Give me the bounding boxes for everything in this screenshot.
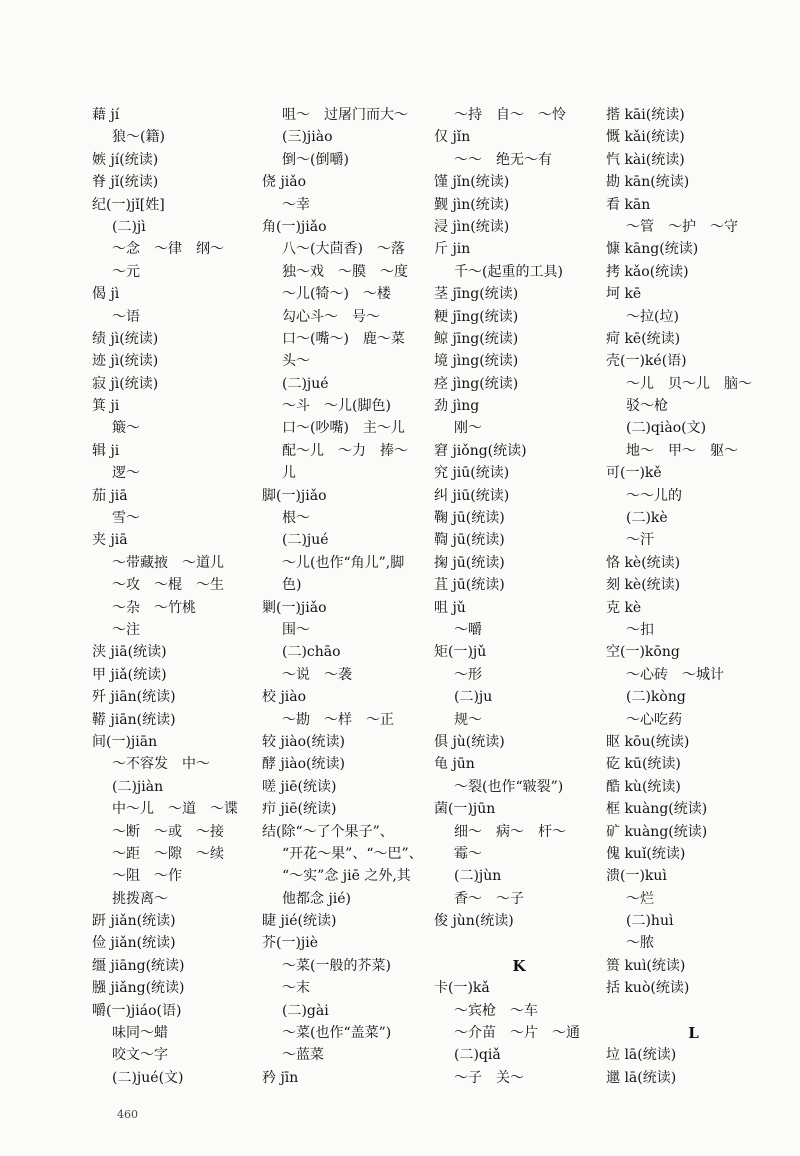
entry-headword: 卡(一)kǎ [434,980,490,997]
entry-headword: 龟 jūn [434,756,475,773]
entry-headword: 矜 jīn [262,1069,299,1086]
sub-entry-line: (三)jiào [282,129,333,146]
entry-headword: 掬 jū(统读) [434,554,505,571]
spacer [606,1000,781,1022]
entry-headword: 拷 kǎo(统读) [606,263,689,280]
entry-headword: 脊 jǐ(统读) [92,174,159,191]
entry-headword: 俭 jiǎn(统读) [92,935,176,952]
sub-entry-line: 中～儿 ～道 ～谍 [112,801,238,818]
sub-entry-line: 根～ [282,510,310,527]
entry-headword: 忾 kài(统读) [606,151,685,168]
entry-headword: 勘 kān(统读) [606,174,690,191]
sub-entry-line: 逻～ [112,465,140,482]
sub-entry-line: ～心砖 ～城计 [626,666,724,683]
entry-headword: 夹 jiā [92,532,128,549]
sub-entry-line: “开花～果”、“～巴”、 [282,845,423,862]
sub-entry-line: 狼～(籍) [112,129,165,146]
sub-entry-line: 雪～ [112,510,140,527]
sub-entry-line: ～扣 [626,621,654,638]
section-letter: K [512,956,526,975]
entry-headword: 苴 jū(统读) [434,577,505,594]
entry-headword: 斤 jin [434,241,471,258]
sub-entry-line: ～说 ～袭 [282,666,352,683]
sub-entry-line: 他都念 jié) [282,890,352,907]
entry-headword: 鞠 jū(统读) [434,510,505,527]
entry-headword: 溃(一)kuì [606,868,667,885]
entry-headword: 缰 jiāng(统读) [92,957,185,974]
entry-headword: 甲 jiǎ(统读) [92,666,167,683]
sub-entry-line: ～攻 ～棍 ～生 [112,577,224,594]
sub-entry-line: (二)jué [282,375,329,392]
entry-headword: 括 kuò(统读) [606,980,690,997]
sub-entry-line: (二)gài [282,1002,329,1019]
sub-entry-line: ～持 自～ ～怜 [454,107,566,123]
entry-headword: 绩 jì(统读) [92,330,159,347]
entry-headword: 角(一)jiǎo [262,218,327,235]
entry-headword: 寂 jì(统读) [92,375,159,392]
entry-headword: 篑 kuì(统读) [606,957,686,974]
sub-entry-line: (二)jùn [454,868,502,885]
entry-headword: 茄 jiā [92,487,128,504]
sub-entry-line: (二)qiào(文) [626,420,707,437]
sub-entry-line: “～实”念 jiē 之外,其 [282,868,411,885]
sub-entry-line: ～～ 绝无～有 [454,151,552,168]
sub-entry-line: 配～儿 ～力 捧～ [282,442,408,459]
sub-entry-line: ～不容发 中～ [112,756,210,773]
entry-headword: 馑 jǐn(统读) [434,174,510,191]
sub-entry-line: ～管 ～护 ～守 [626,218,738,235]
entry-headword: 芥(一)jiè [262,935,319,952]
entry-headword: 趼 jiǎn(统读) [92,913,176,930]
entry-headword: 傀 kuǐ(统读) [606,845,686,862]
entry-headword: 看 kān [606,196,651,213]
sub-entry-line: ～儿 贝～儿 脑～ [626,375,752,392]
sub-entry-line: 簸～ [112,420,140,437]
entry-headword: 空(一)kōng [606,644,680,661]
dictionary-column-4 [606,104,781,1089]
entry-headword: 菌(一)jūn [434,801,496,818]
entry-headword: 纠 jiū(统读) [434,487,510,504]
entry-headword: 嚼(一)jiáo(语) [92,1002,182,1019]
sub-entry-line: 口～(嘴～) 鹿～菜 [282,330,405,347]
sub-entry-line: ～注 [112,621,140,638]
entry-headword: 校 jiào [262,689,307,706]
page-number: 460 [117,1108,138,1121]
sub-entry-line: ～勘 ～样 ～正 [282,711,394,728]
sub-entry-line: ～宾枪 ～车 [454,1002,538,1019]
sub-entry-line: (二)chāo [282,644,341,661]
entry-headword: 痉 jìng(统读) [434,375,519,392]
sub-entry-line: ～心吃药 [626,711,682,728]
sub-entry-line: 刚～ [454,420,482,437]
sub-entry-line: 咬文～字 [112,1047,168,1064]
entry-headword: 藉 jí [92,107,120,123]
entry-headword: 纪(一)jǐ[姓] [92,196,165,213]
sub-entry-line: 驳～枪 [626,398,668,415]
sub-entry-line: 味同～蜡 [112,1025,168,1042]
entry-headword: 剿(一)jiǎo [262,599,327,616]
entry-headword: 结(除“～了个果子”、 [262,823,394,840]
entry-headword: 恪 kè(统读) [606,554,681,571]
sub-entry-line: ～菜(一般的芥菜) [282,957,391,974]
sub-entry-line: 色) [282,577,302,594]
entry-headword: 茎 jīng(统读) [434,286,519,303]
sub-entry-line: ～带藏掖 ～道儿 [112,554,224,571]
sub-entry-line: ～儿(也作“角儿”,脚 [282,554,405,571]
entry-headword: 侥 jiǎo [262,174,307,191]
entry-headword: 邋 lā(统读) [606,1069,677,1086]
sub-entry-line: (二)ju [454,689,493,706]
entry-headword: 睫 jié(统读) [262,913,337,930]
sub-entry-line: (二)jué [282,532,329,549]
dictionary-column-1 [92,104,257,1089]
entry-headword: 迹 jì(统读) [92,353,159,370]
sub-entry-line: 口～(吵嘴) 主～儿 [282,420,405,437]
entry-headword: 脚(一)jiǎo [262,487,327,504]
sub-entry-line: (二)kòng [626,689,686,706]
entry-headword: 嗟 jiē(统读) [262,778,337,795]
entry-headword: 窘 jiǒng(统读) [434,442,527,459]
entry-headword: 俱 jù(统读) [434,733,505,750]
entry-headword: 浸 jìn(统读) [434,218,510,235]
sub-entry-line: ～形 [454,666,482,683]
sub-entry-line: (二)jiàn [112,778,164,795]
sub-entry-line: ～嚼 [454,621,482,638]
entry-headword: 俊 jùn(统读) [434,913,514,930]
entry-headword: 可(一)kě [606,465,662,482]
sub-entry-line: ～介苗 ～片 ～通 [454,1025,580,1042]
sub-entry-line: ～～儿的 [626,487,682,504]
sub-entry-line: ～裂(也作“皲裂”) [454,778,564,795]
entry-headword: 觐 jìn(统读) [434,196,510,213]
sub-entry-line: (二)huì [626,913,674,930]
entry-headword: 框 kuàng(统读) [606,801,708,818]
sub-entry-line: 头～ [282,353,310,370]
entry-headword: 箕 ji [92,398,120,415]
sub-entry-line: 八～(大茴香) ～落 [282,241,405,258]
sub-entry-line: ～断 ～或 ～接 [112,823,224,840]
sub-entry-line: ～幸 [282,196,310,213]
sub-entry-line: ～烂 [626,890,654,907]
entry-headword: 粳 jīng(统读) [434,308,519,325]
entry-headword: 壳(一)ké(语) [606,353,687,370]
sub-entry-line: 咀～ 过屠门而大～ [282,107,408,123]
entry-headword: 矿 kuàng(统读) [606,823,708,840]
sub-entry-line: ～儿(犄～) ～楼 [282,286,391,303]
sub-entry-line: (二)qiǎ [454,1047,501,1064]
sub-entry-line: ～菜(也作“盖菜”) [282,1025,392,1042]
sub-entry-line: 霉～ [454,845,482,862]
sub-entry-line: (二)jué(文) [112,1069,184,1086]
sub-entry-line: ～念 ～律 纲～ [112,241,224,258]
entry-headword: 鞫 jū(统读) [434,532,505,549]
sub-entry-line: 挑拨离～ [112,890,168,907]
entry-headword: 鲸 jīng(统读) [434,330,519,347]
sub-entry-line: 倒～(倒嚼) [282,151,349,168]
sub-entry-line: 地～ 甲～ 躯～ [626,442,738,459]
entry-headword: 鞯 jiān(统读) [92,711,176,728]
entry-headword: 矻 kū(统读) [606,756,681,773]
entry-headword: 坷 kē [606,286,642,303]
sub-entry-line: ～拉(垃) [626,308,679,325]
entry-headword: 歼 jiān(统读) [92,689,176,706]
sub-entry-line: ～子 关～ [454,1069,524,1086]
sub-entry-line: 香～ ～子 [454,890,524,907]
entry-headword: 仅 jǐn [434,129,471,146]
entry-headword: 疴 kē(统读) [606,330,681,347]
entry-headword: 咀 jǔ [434,599,466,616]
sub-entry-line: ～末 [282,980,310,997]
sub-entry-line: ～杂 ～竹桃 [112,599,196,616]
sub-entry-line: ～元 [112,263,140,280]
sub-entry-line: ～距 ～隙 ～续 [112,845,224,862]
entry-headword: 较 jiào(统读) [262,733,345,750]
sub-entry-line: ～阻 ～作 [112,868,182,885]
sub-entry-line: 规～ [454,711,482,728]
entry-headword: 劲 jìng [434,398,480,415]
entry-headword: 膙 jiǎng(统读) [92,980,185,997]
entry-headword: 刻 kè(统读) [606,577,681,594]
entry-headword: 偈 jì [92,286,120,303]
entry-headword: 矩(一)jǔ [434,644,487,661]
sub-entry-line: ～汗 [626,532,654,549]
entry-headword: 嫉 jí(统读) [92,151,159,168]
entry-headword: 辑 ji [92,442,120,459]
sub-entry-line: (二)kè [626,510,668,527]
dictionary-column-3 [434,104,604,1089]
entry-headword: 浃 jiā(统读) [92,644,167,661]
entry-headword: 慷 kāng(统读) [606,241,699,258]
sub-entry-line: 儿 [282,465,296,482]
spacer [434,932,604,954]
entry-headword: 疖 jiē(统读) [262,801,337,818]
entry-headword: 克 kè [606,599,642,616]
entry-headword: 垃 lā(统读) [606,1047,677,1064]
sub-entry-line: 千～(起重的工具) [454,263,563,280]
sub-entry-line: ～脓 [626,935,654,952]
sub-entry-line: 细～ 病～ 杆～ [454,823,566,840]
sub-entry-line: ～斗 ～儿(脚色) [282,398,391,415]
sub-entry-line: ～蓝菜 [282,1047,324,1064]
entry-headword: 酷 kù(统读) [606,778,681,795]
sub-entry-line: (二)jì [112,218,146,235]
entry-headword: 酵 jiào(统读) [262,756,345,773]
sub-entry-line: 围～ [282,621,310,638]
entry-headword: 境 jìng(统读) [434,353,519,370]
sub-entry-line: ～语 [112,308,140,325]
sub-entry-line: 勾心斗～ 号～ [282,308,380,325]
entry-headword: 间(一)jiān [92,733,158,750]
entry-headword: 揩 kāi(统读) [606,107,685,123]
sub-entry-line: 独～戏 ～膜 ～度 [282,263,408,280]
entry-headword: 慨 kǎi(统读) [606,129,685,146]
section-letter: L [688,1024,699,1043]
entry-headword: 眍 kōu(统读) [606,733,690,750]
entry-headword: 究 jiū(统读) [434,465,510,482]
dictionary-column-2 [262,104,432,1089]
